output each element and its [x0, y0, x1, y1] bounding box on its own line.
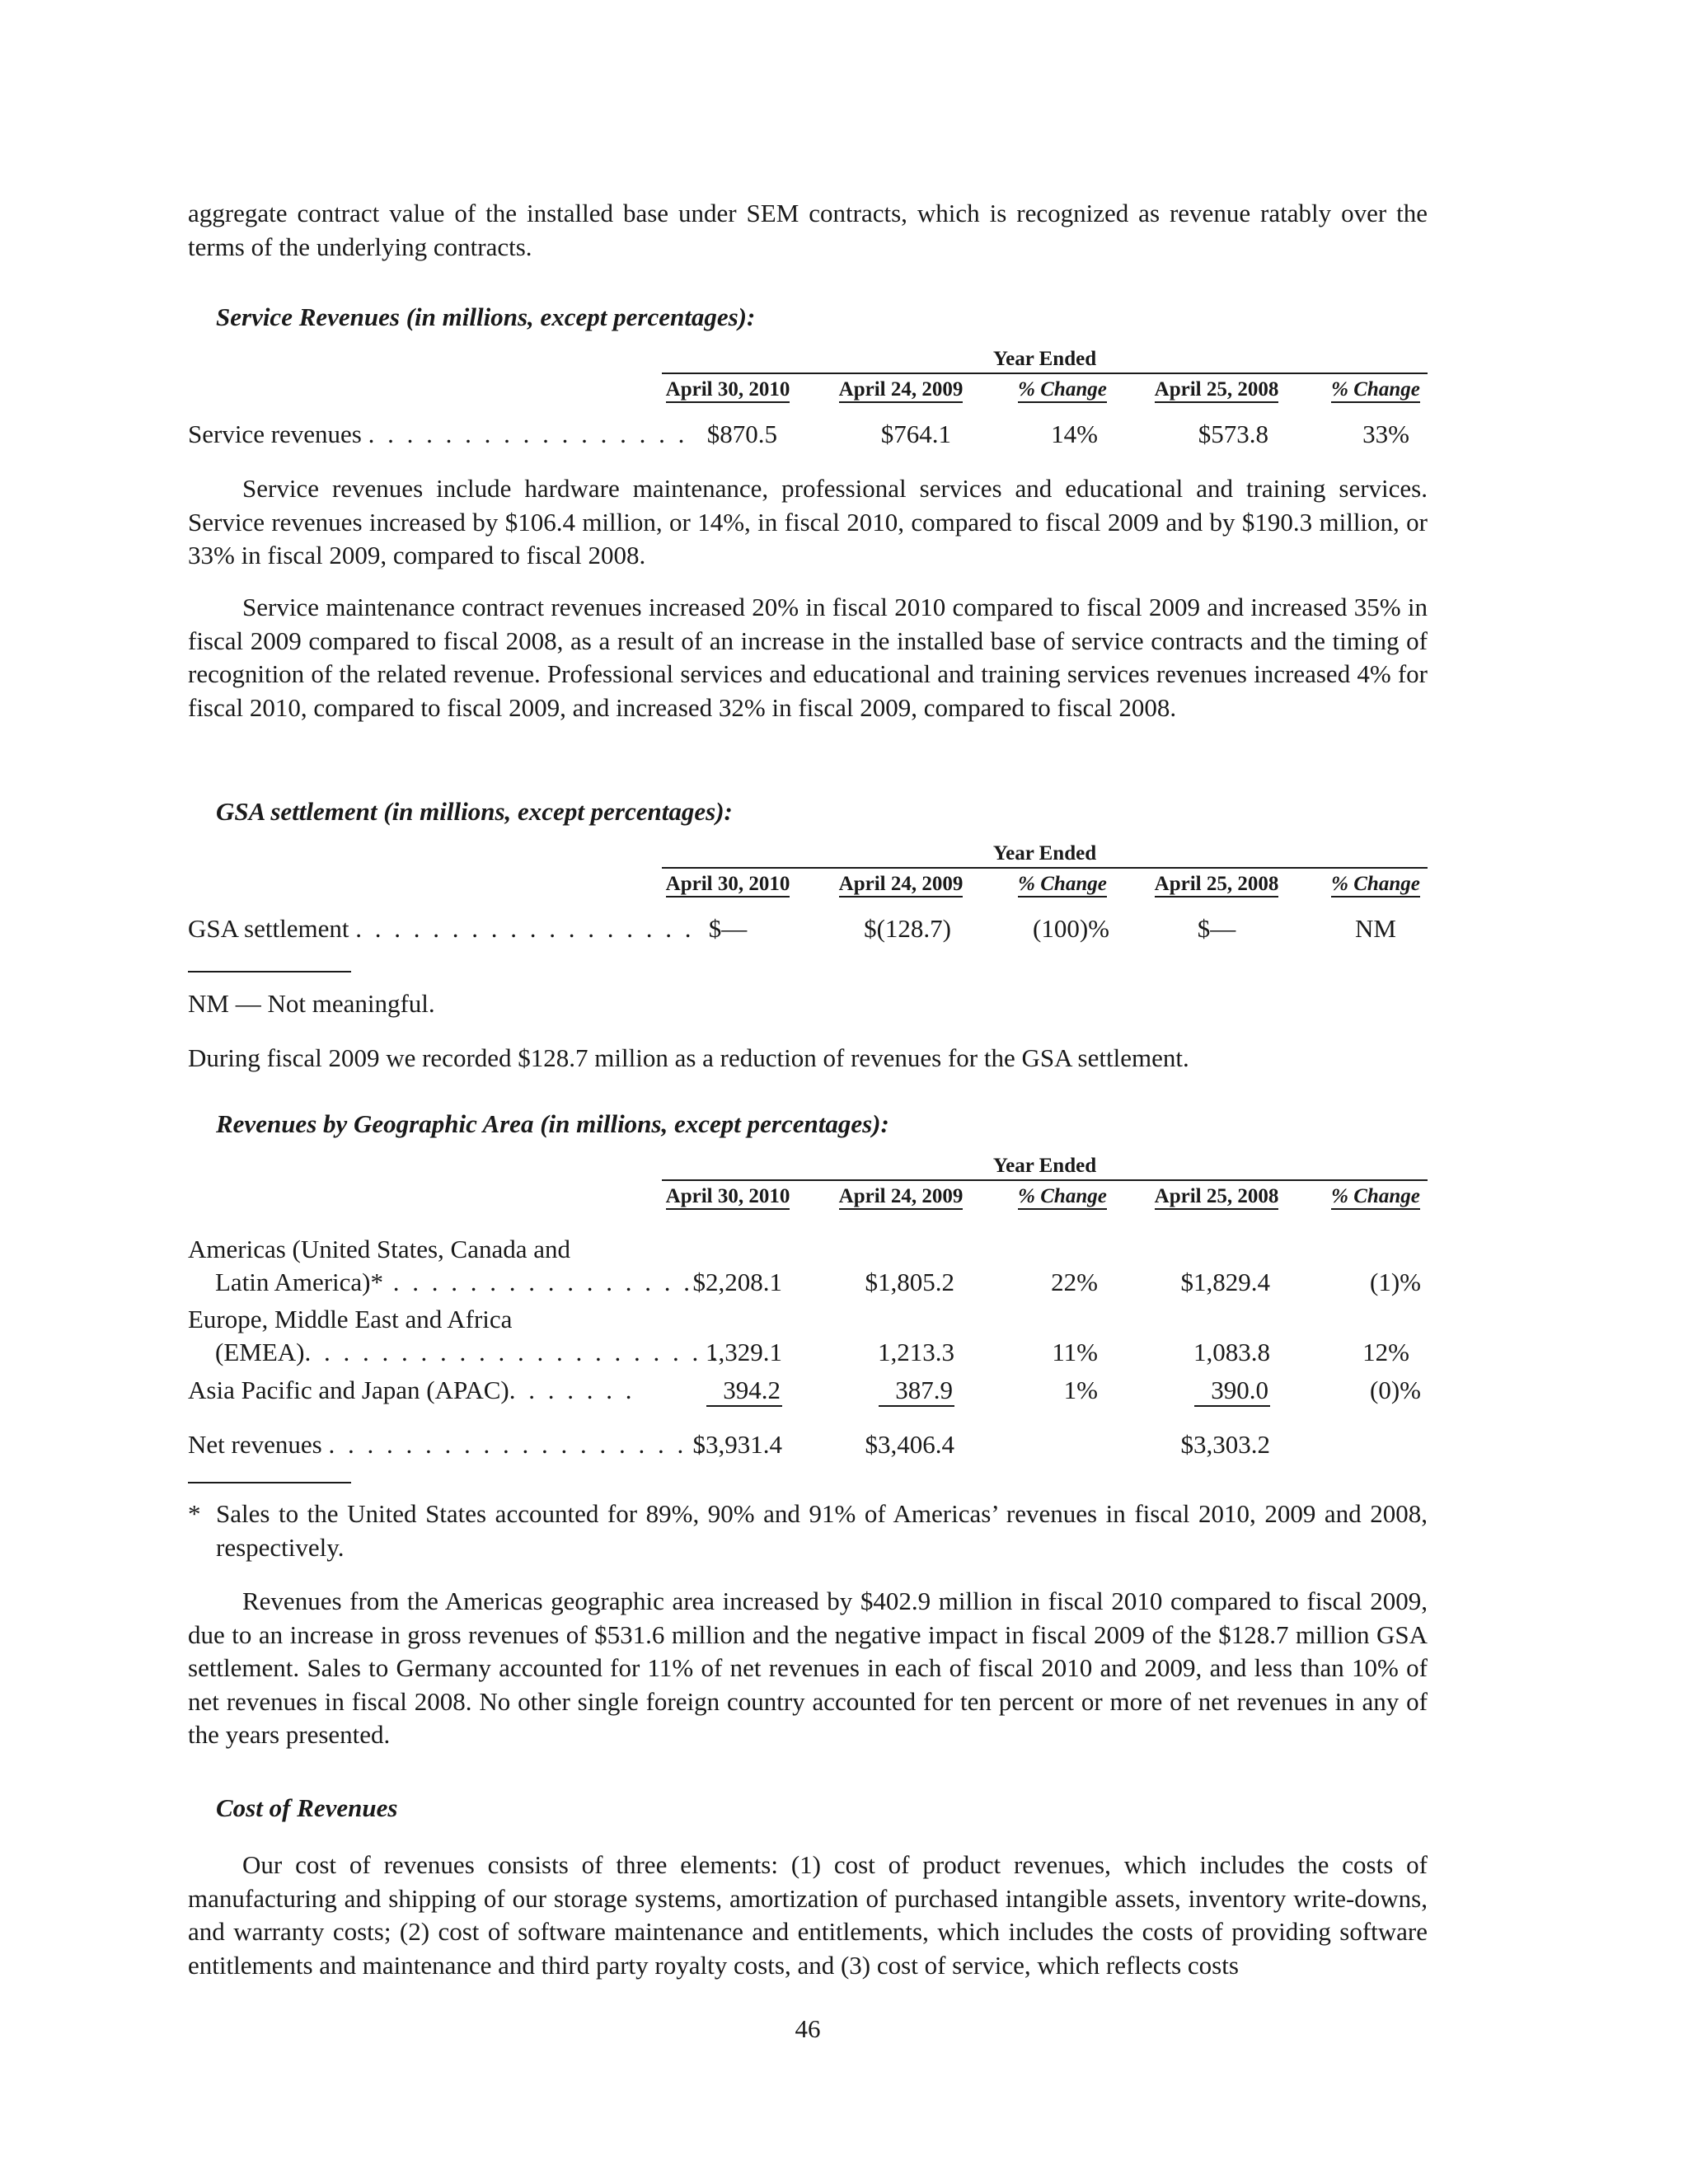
cell-2010: $—: [708, 914, 748, 943]
col-header-2008: April 25, 2008: [1146, 377, 1287, 402]
col-header-change-2: % Change: [1324, 1184, 1428, 1209]
cell-2008: $1,829.4: [1180, 1268, 1270, 1296]
col-header-change-2: % Change: [1324, 377, 1428, 402]
col-header-change-1: % Change: [1009, 1184, 1116, 1209]
gsa-settlement-heading: GSA settlement (in millions, except percentages):: [216, 797, 733, 826]
row-label-line-2: Latin America)* . . . . . . . . . . . . . . . .: [215, 1268, 693, 1296]
gsa-paragraph: During fiscal 2009 we recorded $128.7 million as a reduction of revenues for the GSA settlement.: [188, 1043, 1189, 1072]
year-ended-header: Year Ended: [992, 1155, 1097, 1177]
row-label: Service revenues . . . . . . . . . . . . . . . . .: [188, 419, 688, 448]
cell-2009: $3,406.4: [865, 1430, 954, 1459]
cell-2009: 387.9: [831, 1374, 954, 1407]
cell-2009: 1,213.3: [878, 1338, 954, 1366]
service-paragraph-1: Service revenues include hardware maintenance, professional services and educational and training services. Service revenues increased by $106.4 million, or 14%, in fiscal 2010, compared to fiscal 2009 and by $190.3 million, or 33% in fiscal 2009, compared to fiscal 2008.: [188, 474, 1428, 569]
page-number: 46: [795, 2014, 821, 2043]
gsa-paragraph-block: [188, 1042, 1428, 1076]
col-header-2008: April 25, 2008: [1146, 1184, 1287, 1209]
row-label: Net revenues . . . . . . . . . . . . . . . . . . . .: [188, 1430, 706, 1459]
service-paragraph-1-block: [188, 472, 1428, 573]
cell-2010: 1,329.1: [706, 1338, 782, 1366]
cell-2008: 390.0: [1146, 1374, 1270, 1407]
nm-note-block: [188, 987, 1428, 1021]
intro-paragraph: aggregate contract value of the installed base under SEM contracts, which is recognized as revenue ratably over the terms of the underlying contracts.: [188, 199, 1428, 261]
cell-2009: $764.1: [880, 419, 951, 448]
cost-paragraph-block: [188, 1849, 1428, 1982]
cell-2010: $3,931.4: [692, 1430, 782, 1459]
geographic-paragraph-block: [188, 1585, 1428, 1752]
cell-2008: 1,083.8: [1193, 1338, 1270, 1366]
year-ended-rule: [662, 1179, 1428, 1181]
nm-note: NM — Not meaningful.: [188, 989, 435, 1018]
cell-change-2: (1)%: [1370, 1268, 1421, 1296]
cell-change-1: (100)%: [1033, 914, 1109, 943]
footnote-rule: [188, 971, 351, 972]
cell-change-1: 14%: [1051, 419, 1098, 448]
col-header-2009: April 24, 2009: [831, 1184, 971, 1209]
americas-footnote: [188, 1497, 1428, 1564]
cell-2008: $3,303.2: [1180, 1430, 1270, 1459]
geographic-paragraph: Revenues from the Americas geographic area increased by $402.9 million in fiscal 2010 compared to fiscal 2009, due to an increase in gross revenues of $531.6 million and the negative impact in fiscal 2009 of the $128.7 million GSA settlement. Sales to Germany accounted for 11% of net revenues in each of fiscal 2010 and 2009, and less than 10% of net revenues in fiscal 2008. No other single foreign country accounted for ten percent or more of net revenues in any of the years presented.: [188, 1586, 1428, 1749]
cost-of-revenues-heading: Cost of Revenues: [216, 1793, 398, 1822]
col-header-2010: April 30, 2010: [662, 872, 794, 897]
cell-change-1: 11%: [1052, 1338, 1098, 1366]
year-ended-rule: [662, 867, 1428, 869]
row-label-line-1: Europe, Middle East and Africa: [188, 1305, 513, 1333]
row-label: GSA settlement . . . . . . . . . . . . . . . . . .: [188, 914, 695, 943]
cell-change-2: 33%: [1362, 419, 1409, 448]
cell-2010: $2,208.1: [692, 1268, 782, 1296]
year-ended-header: Year Ended: [992, 348, 1097, 370]
footnote-text: Sales to the United States accounted for 89%, 90% and 91% of Americas’ revenues in fiscal 2010, 2009 and 2008, respectively.: [216, 1499, 1428, 1562]
col-header-2010: April 30, 2010: [662, 377, 794, 402]
row-label-line-2: (EMEA). . . . . . . . . . . . . . . . . . . . . .: [215, 1338, 721, 1366]
cell-change-2: NM: [1355, 914, 1396, 943]
year-ended-rule: [662, 373, 1428, 374]
cell-2009: $1,805.2: [865, 1268, 954, 1296]
col-header-2009: April 24, 2009: [831, 377, 971, 402]
col-header-2009: April 24, 2009: [831, 872, 971, 897]
cell-change-1: 1%: [1063, 1376, 1098, 1404]
col-header-2010: April 30, 2010: [662, 1184, 794, 1209]
service-paragraph-2-block: [188, 591, 1428, 724]
cell-2009: $(128.7): [864, 914, 951, 943]
col-header-change-1: % Change: [1009, 872, 1116, 897]
col-header-change-1: % Change: [1009, 377, 1116, 402]
cost-paragraph: Our cost of revenues consists of three elements: (1) cost of product revenues, which includes the costs of manufacturing and shipping of our storage systems, amortization of purchased intangible assets, inventory write-downs, and warranty costs; (2) cost of software maintenance and entitlements, which includes the costs of providing software entitlements and maintenance and third party royalty costs, and (3) cost of service, which reflects costs: [188, 1850, 1428, 1980]
year-ended-header: Year Ended: [992, 842, 1097, 865]
row-label-line-1: Americas (United States, Canada and: [188, 1235, 570, 1263]
service-revenues-heading: Service Revenues (in millions, except percentages):: [216, 302, 756, 331]
service-paragraph-2: Service maintenance contract revenues increased 20% in fiscal 2010 compared to fiscal 2009 and increased 35% in fiscal 2009 compared to fiscal 2008, as a result of an increase in the installed base of service contracts and the timing of recognition of the related revenue. Professional services and educational and training services revenues increased 4% for fiscal 2010, compared to fiscal 2009, and increased 32% in fiscal 2009, compared to fiscal 2008.: [188, 593, 1428, 722]
cell-change-2: (0)%: [1370, 1376, 1421, 1404]
cell-change-2: 12%: [1362, 1338, 1409, 1366]
cell-2010: $870.5: [706, 419, 777, 448]
col-header-2008: April 25, 2008: [1146, 872, 1287, 897]
cell-change-1: 22%: [1051, 1268, 1098, 1296]
row-label: Asia Pacific and Japan (APAC). . . . . . .: [188, 1376, 635, 1404]
col-header-change-2: % Change: [1324, 872, 1428, 897]
footnote-marker: *: [188, 1499, 201, 1528]
cell-2008: $573.8: [1198, 419, 1268, 448]
intro-paragraph-block: [188, 197, 1428, 264]
footnote-rule: [188, 1482, 351, 1483]
geographic-heading: Revenues by Geographic Area (in millions, except percentages):: [216, 1109, 889, 1138]
cell-2008: $—: [1197, 914, 1236, 943]
cell-2010: 394.2: [662, 1374, 782, 1407]
